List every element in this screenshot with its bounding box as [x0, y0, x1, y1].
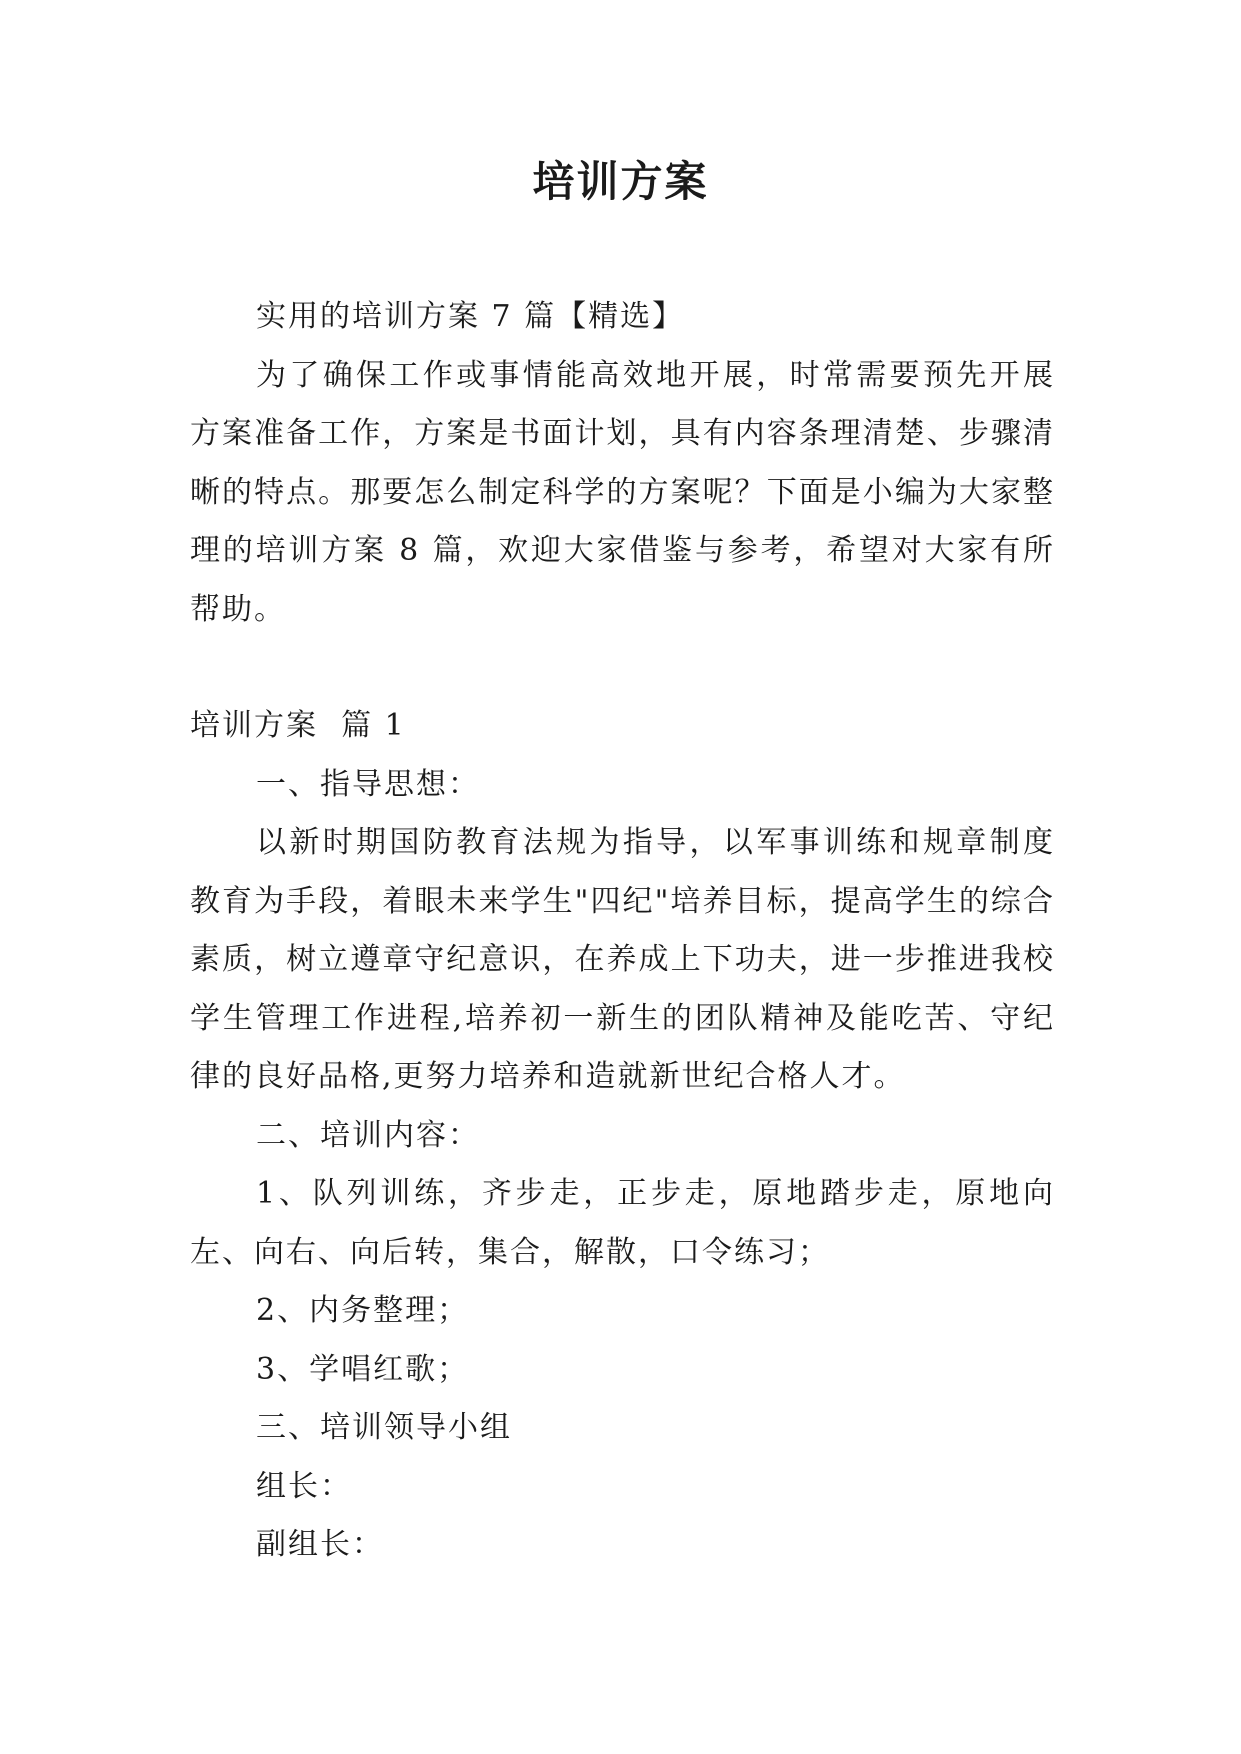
content-item: 2、内务整理； — [256, 1293, 470, 1328]
document-title: 培训方案 — [532, 157, 709, 206]
paragraph-gap — [190, 639, 1055, 697]
guiding-heading: 一、指导思想： — [256, 766, 480, 802]
content-heading: 二、培训内容： — [256, 1117, 480, 1153]
deputy-label: 副组长： — [256, 1527, 384, 1562]
leadership-heading: 三、培训领导小组 — [256, 1410, 512, 1445]
document-body — [190, 288, 1055, 1575]
section-title: 培训方案 篇 1 — [190, 708, 406, 743]
content-item: 1、队列训练，齐步走，正步走，原地踏步走，原地向左、向右、向后转，集合，解散，口令练习； — [190, 1176, 1055, 1270]
content-item: 3、学唱红歌； — [256, 1351, 470, 1387]
document-subtitle: 实用的培训方案 7 篇【精选】 — [256, 299, 685, 334]
guiding-paragraph: 以新时期国防教育法规为指导，以军事训练和规章制度教育为手段，着眼未来学生"四纪"培养目标，提高学生的综合素质，树立遵章守纪意识，在养成上下功夫，进一步推进我校学生管理工作进程,培养初一新生的团队精神及能吃苦、守纪律的良好品格,更努力培养和造就新世纪合格人才。 — [190, 825, 1055, 1094]
intro-paragraph: 为了确保工作或事情能高效地开展，时常需要预先开展方案准备工作，方案是书面计划，具有内容条理清楚、步骤清晰的特点。那要怎么制定科学的方案呢？下面是小编为大家整理的培训方案 8 篇，欢迎大家借鉴与参考，希望对大家有所帮助。 — [190, 357, 1055, 627]
leader-label: 组长： — [256, 1468, 352, 1504]
